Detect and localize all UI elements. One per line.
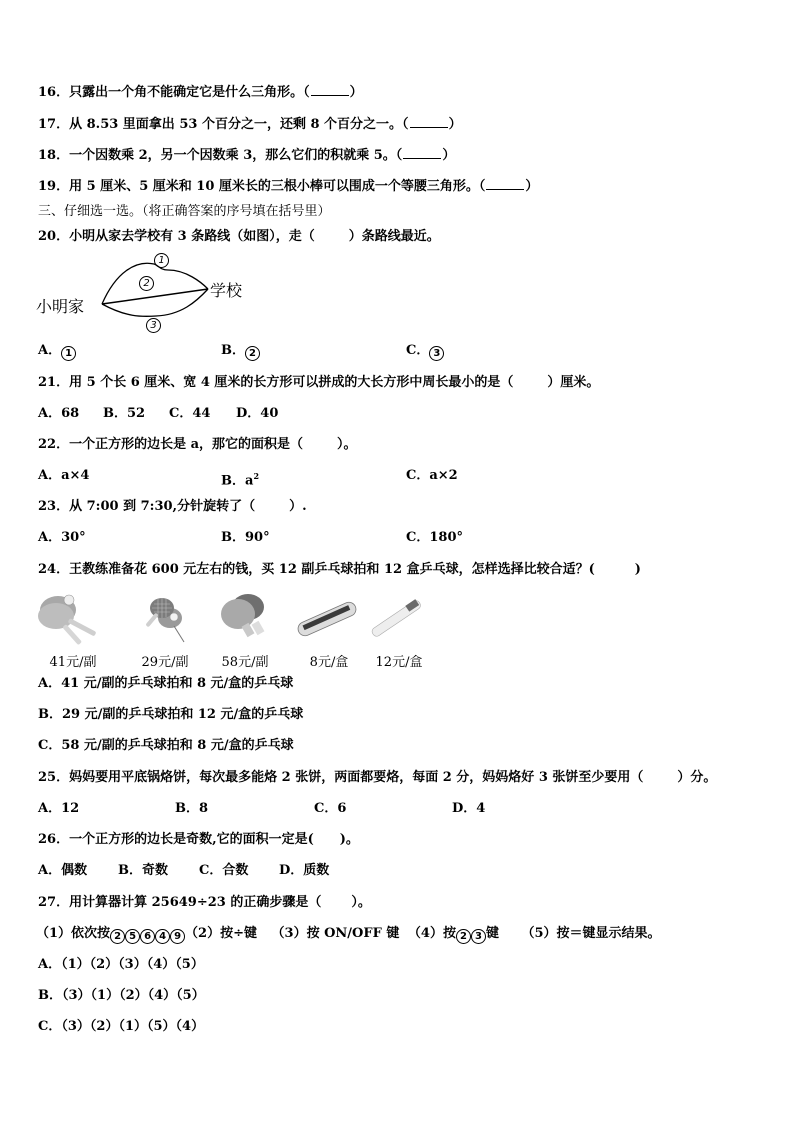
option-d[interactable] [236,406,278,422]
ball-tube-light-icon [362,590,436,646]
option-label: C． [406,343,430,358]
option-label: B． [38,707,62,722]
option-a[interactable] [38,957,204,973]
option-value: 质数 [303,863,330,878]
option-d[interactable] [452,801,485,817]
question-17 [38,115,462,133]
option-label: A． [38,801,62,816]
question-number: 23． [38,499,70,514]
key-3-icon: 3 [471,929,486,944]
route-3-circled-icon: 3 [429,346,444,361]
option-label: C． [199,863,223,878]
question-text: 用 5 个长 6 厘米、宽 4 厘米的长方形可以拼成的大长方形中周长最小的是（ [69,375,514,390]
route-1-circled-icon: 1 [61,346,76,361]
question-text: 一个正方形的边长是 a，那它的面积是（ [69,437,304,452]
option-a[interactable] [38,406,79,422]
option-c[interactable] [314,801,346,817]
section-heading: 三、仔细选一选。（将正确答案的序号填在括号里） [38,204,331,219]
calculator-steps [36,926,661,944]
option-b[interactable] [221,530,270,546]
option-label: B． [221,473,245,489]
product-paddle-red [208,590,282,670]
option-c[interactable] [38,1019,204,1035]
option-value: 58 元/副的乒乓球拍和 8 元/盒的乒乓球 [61,738,294,753]
option-value: 12 [61,801,80,816]
option-value: （3）（2）（1）（5）（4） [61,1019,205,1034]
option-a[interactable] [38,468,89,484]
option-d[interactable] [279,863,329,879]
question-number: 21． [38,375,70,390]
option-a[interactable] [38,343,76,361]
question-number: 19． [38,179,70,194]
product-paddle-net [128,590,202,670]
option-c[interactable] [406,343,444,361]
option-value: 44 [192,406,211,421]
option-value: 8 [199,801,209,816]
option-label: C． [314,801,338,816]
option-label: C． [38,1019,62,1034]
question-text-end: ）。 [351,895,371,910]
step-4-text: （4）按 [407,926,456,941]
option-label: D． [279,863,304,878]
question-text: 只露出一个角不能确定它是什么三角形。（ [69,85,310,100]
home-label: 小明家 [36,297,85,316]
paddle-pair-icon [36,590,110,646]
option-c[interactable] [406,530,463,546]
question-text: 一个正方形的边长是奇数,它的面积一定是( [69,832,314,847]
option-label: C． [38,738,62,753]
product-price: 41元/副 [49,655,97,670]
option-b[interactable] [175,801,208,817]
key-5-icon: 5 [125,929,140,944]
question-text: 从 8.53 里面拿出 53 个百分之一，还剩 8 个百分之一。（ [69,117,409,132]
product-ball-tube-light [362,590,436,670]
option-b[interactable] [118,863,168,879]
question-text-end: ）。 [337,437,357,452]
option-value: 52 [127,406,146,421]
paren-close: ） [525,179,539,194]
option-b[interactable] [221,343,260,361]
step-2-text: （2）按÷键 [185,926,257,941]
question-text-end: ）. [289,499,307,514]
question-text: 妈妈要用平底锅烙饼，每次最多能烙 2 张饼，两面都要烙，每面 2 分，妈妈烙好 3 张饼至少要用（ [69,770,644,785]
option-value: （1）（2）（3）（4）（5） [61,957,204,972]
question-text: 用计算器计算 25649÷23 的正确步骤是（ [69,895,322,910]
option-c[interactable] [406,468,458,484]
product-price: 29元/副 [141,655,189,670]
option-value: 90° [245,530,270,545]
key-9-icon: 9 [170,929,185,944]
option-b[interactable] [221,468,259,489]
product-paddle-pair [36,590,110,670]
key-2-icon: 2 [110,929,125,944]
step-5-text: （5）按＝键显示结果。 [521,926,661,941]
option-b[interactable] [38,707,303,723]
option-label: A． [38,343,62,358]
option-label: B． [118,863,142,878]
route-3-marker: 3 [146,318,161,333]
question-20 [38,229,440,245]
option-value: 偶数 [61,863,88,878]
question-16 [38,83,363,101]
step-3-text: （3）按 ON/OFF 键 [271,926,400,941]
question-24 [38,562,641,578]
answer-blank[interactable] [311,83,349,96]
paddle-red-icon [208,590,282,646]
question-text: 小明从家去学校有 3 条路线（如图），走（ [69,229,315,244]
option-value: 40 [260,406,279,421]
option-b[interactable] [38,988,205,1004]
answer-blank[interactable] [410,115,448,128]
key-2-icon: 2 [456,929,471,944]
option-label: A． [38,468,62,483]
step-1-text: （1）依次按 [36,926,111,941]
question-25 [38,770,716,786]
option-label: B． [221,530,245,545]
option-label: B． [103,406,127,421]
option-label: D． [452,801,477,816]
option-value: 68 [61,406,80,421]
option-value: 6 [337,801,347,816]
question-text: 王教练准备花 600 元左右的钱，买 12 副乒乓球拍和 12 盒乒乓球，怎样选择比较合适？( [69,562,595,577]
question-text-end: )。 [339,832,359,847]
step-4-suffix: 键 [485,926,499,941]
option-value: （3）（1）（2）（4）（5） [62,988,205,1003]
option-a[interactable] [38,801,79,817]
option-label: C． [406,530,430,545]
option-label: B． [38,988,62,1003]
route-2-circled-icon: 2 [245,346,260,361]
question-text-end: ) [634,562,641,577]
paren-close: ） [349,85,363,100]
answer-blank[interactable] [486,177,524,190]
option-label: C． [169,406,193,421]
option-value: 41 元/副的乒乓球拍和 8 元/盒的乒乓球 [61,676,294,691]
question-text-end: ）厘米。 [547,375,600,390]
product-price: 58元/副 [221,655,269,670]
question-26 [38,832,359,848]
question-number: 26． [38,832,70,847]
question-text-end: ）条路线最近。 [348,229,440,244]
option-label: B． [175,801,199,816]
option-label: A． [38,863,62,878]
product-ball-tube-dark [292,590,366,670]
question-text-end: ）分。 [677,770,717,785]
question-number: 22． [38,437,70,452]
option-label: D． [236,406,261,421]
question-21 [38,375,599,391]
school-label: 学校 [210,281,243,300]
paren-close: ） [442,148,456,163]
option-label: C． [406,468,430,483]
product-gallery [36,590,456,670]
key-4-icon: 4 [155,929,170,944]
option-value: a×4 [61,468,90,483]
option-value: 29 元/副的乒乓球拍和 12 元/盒的乒乓球 [62,707,304,722]
question-number: 25． [38,770,70,785]
question-text: 从 7:00 到 7:30,分针旋转了（ [69,499,256,514]
question-number: 20． [38,229,70,244]
option-label: A． [38,406,62,421]
product-price: 12元/盒 [375,655,423,670]
question-text: 用 5 厘米、5 厘米和 10 厘米长的三根小棒可以围成一个等腰三角形。（ [69,179,486,194]
route-2-marker: 2 [139,276,154,291]
ball-tube-dark-icon [292,590,366,646]
paren-close: ） [448,117,462,132]
question-number: 27． [38,895,70,910]
option-c[interactable] [169,406,210,422]
question-22 [38,437,357,453]
option-c[interactable] [199,863,248,879]
paddle-net-icon [128,590,202,646]
question-23 [38,499,307,515]
question-text: 一个因数乘 2，另一个因数乘 3，那么它们的积就乘 5。（ [69,148,403,163]
option-value: a×2 [429,468,458,483]
option-label: A． [38,957,62,972]
option-label: B． [221,343,245,358]
question-27 [38,895,371,911]
question-number: 16． [38,85,70,100]
option-value: 奇数 [142,863,169,878]
question-number: 17． [38,117,70,132]
product-price: 8元/盒 [309,655,349,670]
option-a[interactable] [38,530,86,546]
option-value: a [245,473,254,489]
question-19 [38,177,538,195]
answer-blank[interactable] [403,146,441,159]
option-a[interactable] [38,676,293,692]
route-1-marker: 1 [154,253,169,268]
option-label: A． [38,676,62,691]
option-c[interactable] [38,738,294,754]
route-diagram [36,252,266,342]
option-a[interactable] [38,863,87,879]
question-number: 24． [38,562,70,577]
option-value: 180° [429,530,463,545]
exponent: 2 [253,471,260,481]
option-value: 4 [476,801,486,816]
option-label: A． [38,530,62,545]
option-value: 30° [61,530,86,545]
option-b[interactable] [103,406,145,422]
key-6-icon: 6 [140,929,155,944]
question-18 [38,146,455,164]
option-value: 合数 [222,863,249,878]
question-number: 18． [38,148,70,163]
